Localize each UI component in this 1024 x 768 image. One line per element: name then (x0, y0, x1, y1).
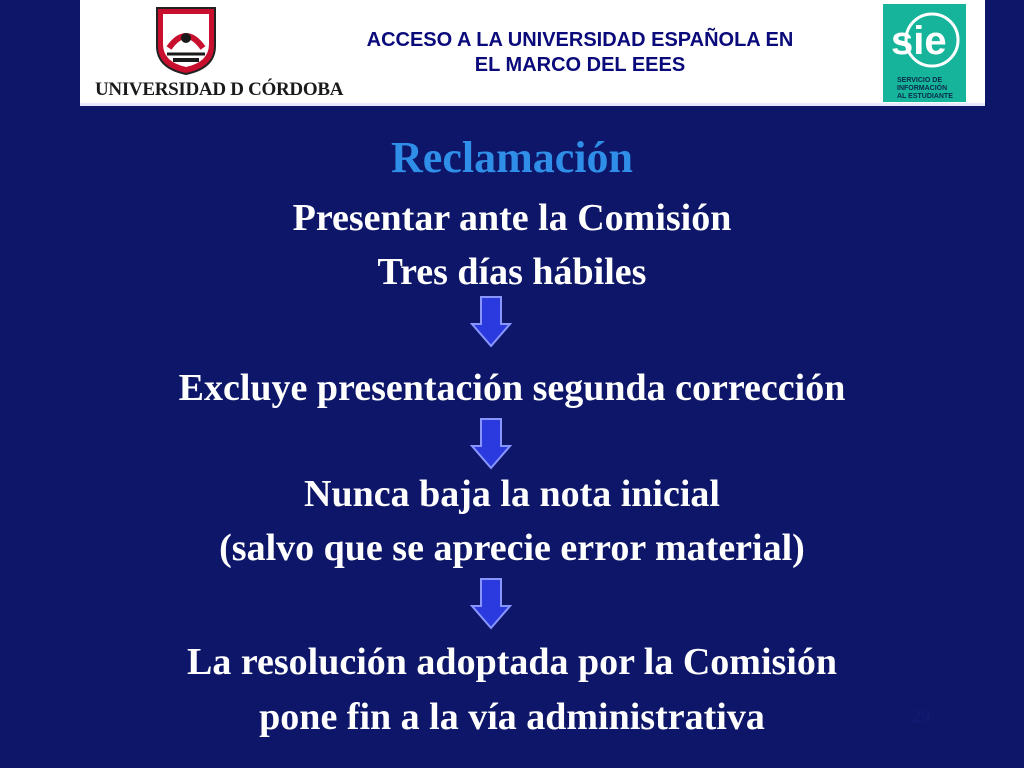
header-title (290, 28, 870, 78)
sie-logo (883, 4, 966, 102)
step3-line1: Nunca baja la nota inicial (304, 473, 720, 515)
header-divider (80, 103, 985, 106)
sie-logo-text: sie (891, 19, 947, 63)
sie-caption-line2: INFORMACIÓN (897, 85, 948, 92)
down-arrow-icon (470, 578, 512, 630)
step1-line1: Presentar ante la Comisión (292, 197, 732, 239)
university-crest-icon (153, 4, 219, 76)
university-name: UNIVERSIDAD D CÓRDOBA (95, 79, 344, 100)
step2-line: Excluye presentación segunda corrección (178, 367, 846, 409)
university-logo (87, 2, 344, 100)
sie-logo-icon (885, 8, 964, 74)
step1-line2: Tres días hábiles (377, 251, 647, 293)
sie-caption-line1: SERVICIO DE (897, 77, 942, 84)
step4-line1: La resolución adoptada por la Comisión (187, 641, 837, 683)
page-number: 29 (912, 706, 930, 726)
down-arrow-icon (470, 296, 512, 348)
step4-line2: pone fin a la vía administrativa (259, 696, 765, 738)
down-arrow-icon (470, 418, 512, 470)
header-title-line1: ACCESO A LA UNIVERSIDAD ESPAÑOLA EN (366, 29, 794, 51)
sie-caption (897, 77, 965, 101)
slide-title: Reclamación (391, 133, 633, 182)
header-banner (80, 0, 985, 103)
step3-line2: (salvo que se aprecie error material) (219, 527, 805, 569)
sie-caption-line3: AL ESTUDIANTE (897, 93, 953, 100)
header-title-line2: EL MARCO DEL EEES (474, 54, 686, 76)
